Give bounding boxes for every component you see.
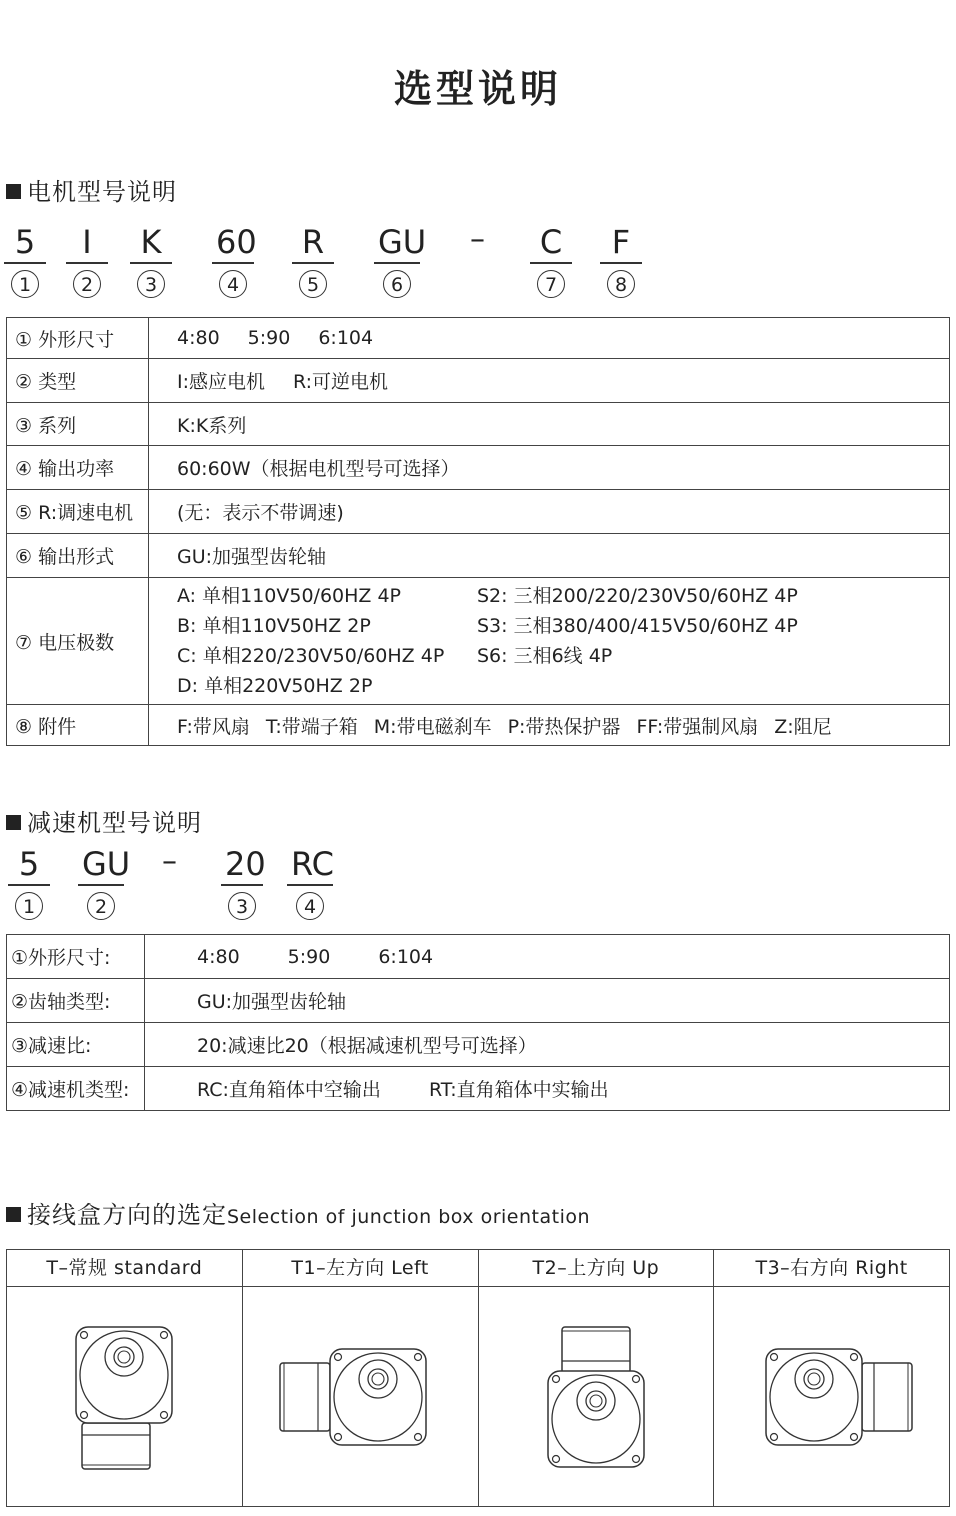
- motor-row-key: ⑤ R:调速电机: [7, 490, 149, 534]
- motor-row: [7, 578, 950, 705]
- page-title: 选型说明: [393, 67, 562, 111]
- reducer-row-key: ②齿轴类型:: [7, 979, 145, 1023]
- underline: [130, 262, 172, 264]
- reducer-code-number: 4: [296, 892, 324, 920]
- reducer-code-letter: 5: [18, 845, 40, 883]
- motor-code-letter: I: [82, 223, 92, 261]
- motor-row-key: ③ 系列: [7, 403, 149, 446]
- underline: [212, 262, 254, 264]
- voltage-list: [177, 578, 941, 704]
- motor-code-number: 7: [537, 270, 565, 298]
- junction-heading-en: Selection of junction box orientation: [227, 1206, 591, 1228]
- junction-option-label: T2–上方向 Up: [479, 1250, 714, 1287]
- value-text: T:带端子箱: [265, 715, 358, 738]
- motor-code-number: 6: [383, 270, 411, 298]
- reducer-code-number: 1: [15, 892, 43, 920]
- motor-orientation-up-icon: [496, 1297, 696, 1497]
- underline: [221, 884, 263, 886]
- motor-code-number: 4: [219, 270, 247, 298]
- motor-row-value: [149, 403, 950, 446]
- reducer-code-letter: RC: [291, 845, 334, 883]
- value-text: M:带电磁刹车: [373, 715, 492, 738]
- motor-code-item: [292, 222, 334, 298]
- junction-option-picture: [243, 1287, 478, 1506]
- motor-code-letter: 60: [216, 223, 257, 261]
- value-text: P:带热保护器: [507, 715, 621, 738]
- motor-code-letter: C: [539, 223, 563, 261]
- value-text: RC:直角箱体中空输出: [197, 1079, 381, 1101]
- underline: [292, 262, 334, 264]
- voltage-item: S6: 三相6线 4P: [477, 645, 613, 667]
- underline: [374, 262, 420, 264]
- motor-code-item: [600, 222, 642, 298]
- voltage-item: D: 单相220V50HZ 2P: [177, 675, 373, 697]
- motor-code-item: [4, 222, 46, 298]
- voltage-item: S2: 三相200/220/230V50/60HZ 4P: [477, 585, 798, 607]
- underline: [78, 884, 124, 886]
- value-text: K:K系列: [177, 414, 247, 437]
- value-text: GU:加强型齿轮轴: [197, 991, 347, 1013]
- motor-row-value: [149, 446, 950, 490]
- motor-row: [7, 534, 950, 578]
- reducer-code-item: [8, 844, 50, 920]
- motor-orientation-left-icon: [260, 1297, 460, 1497]
- underline: [66, 262, 108, 264]
- square-bullet-icon: [6, 1207, 21, 1222]
- value-text: 6:104: [378, 945, 434, 968]
- reducer-spec-table: [6, 934, 950, 1111]
- value-text: 4:80: [197, 945, 240, 968]
- motor-section-heading: [6, 172, 177, 207]
- junction-option-left: [243, 1250, 479, 1506]
- reducer-row-value: [145, 1023, 950, 1067]
- junction-option-label: T–常规 standard: [7, 1250, 242, 1287]
- reducer-code-item: [221, 844, 266, 920]
- value-text: 60:60W（根据电机型号可选择）: [177, 458, 460, 480]
- reducer-row: [7, 1067, 950, 1111]
- value-text: RT:直角箱体中实输出: [428, 1079, 609, 1101]
- reducer-row-key: ④减速机类型:: [7, 1067, 145, 1111]
- underline: [8, 884, 50, 886]
- voltage-item: C: 单相220/230V50/60HZ 4P: [177, 645, 445, 667]
- reducer-code-item: [287, 844, 333, 920]
- junction-option-down: [7, 1250, 243, 1506]
- motor-row-key: ④ 输出功率: [7, 446, 149, 490]
- motor-code-item: [374, 222, 427, 298]
- motor-row-value: [149, 359, 950, 403]
- motor-row-value: [149, 490, 950, 534]
- motor-row-key: ⑦ 电压极数: [7, 578, 149, 705]
- motor-row-key: ⑧ 附件: [7, 705, 149, 746]
- motor-code-letter: 5: [14, 223, 36, 261]
- reducer-heading-text: 减速机型号说明: [27, 809, 202, 837]
- motor-code-number: 8: [607, 270, 635, 298]
- motor-code-item: [530, 222, 572, 298]
- reducer-code-item: [78, 844, 131, 920]
- value-text: R:可逆电机: [293, 371, 389, 393]
- underline: [600, 262, 642, 264]
- motor-row: [7, 318, 950, 359]
- voltage-item: S3: 三相380/400/415V50/60HZ 4P: [477, 615, 798, 637]
- motor-row-value: [149, 534, 950, 578]
- value-text: 4:80: [177, 327, 220, 349]
- reducer-row: [7, 935, 950, 979]
- junction-option-label: T3–右方向 Right: [714, 1250, 949, 1287]
- motor-row: [7, 446, 950, 490]
- motor-code-item: [212, 222, 257, 298]
- motor-row: [7, 359, 950, 403]
- value-text: 20:减速比20（根据减速机型号可选择）: [197, 1035, 537, 1057]
- reducer-row-value: [145, 935, 950, 979]
- motor-spec-table: [6, 317, 950, 746]
- reducer-code-dash: –: [162, 844, 177, 879]
- reducer-row-value: [145, 979, 950, 1023]
- reducer-code-letter: GU: [82, 845, 131, 883]
- underline: [287, 884, 333, 886]
- reducer-row-value: [145, 1067, 950, 1111]
- motor-code-number: 1: [11, 270, 39, 298]
- motor-row-key: ② 类型: [7, 359, 149, 403]
- junction-option-right: [714, 1250, 949, 1506]
- square-bullet-icon: [6, 815, 21, 830]
- reducer-section-heading: [6, 803, 202, 838]
- reducer-code-number: 3: [228, 892, 256, 920]
- value-text: 5:90: [287, 945, 331, 968]
- motor-orientation-right-icon: [732, 1297, 932, 1497]
- motor-heading-text: 电机型号说明: [27, 178, 177, 206]
- reducer-row-key: ①外形尺寸:: [7, 935, 145, 979]
- motor-code-letter: R: [301, 223, 325, 261]
- motor-code-number: 3: [137, 270, 165, 298]
- junction-box-table: [6, 1249, 950, 1507]
- reducer-row-key: ③减速比:: [7, 1023, 145, 1067]
- motor-row: [7, 403, 950, 446]
- value-text: FF:带强制风扇: [636, 715, 759, 738]
- motor-row-value: [149, 705, 950, 746]
- motor-code-number: 5: [299, 270, 327, 298]
- junction-option-label: T1–左方向 Left: [243, 1250, 478, 1287]
- motor-code-letter: K: [140, 223, 162, 261]
- motor-code-item: [66, 222, 108, 298]
- motor-code-dash: –: [470, 222, 485, 257]
- motor-code-letter: F: [611, 223, 631, 261]
- junction-heading-cn: 接线盒方向的选定: [27, 1201, 227, 1229]
- underline: [4, 262, 46, 264]
- motor-code-item: [130, 222, 172, 298]
- underline: [530, 262, 572, 264]
- value-text: 5:90: [247, 327, 291, 349]
- motor-code-number: 2: [73, 270, 101, 298]
- motor-row: [7, 705, 950, 746]
- reducer-code-number: 2: [87, 892, 115, 920]
- reducer-row: [7, 1023, 950, 1067]
- reducer-row: [7, 979, 950, 1023]
- junction-option-picture: [714, 1287, 949, 1506]
- motor-row-value: [149, 578, 950, 705]
- voltage-item: A: 单相110V50/60HZ 4P: [177, 585, 402, 607]
- motor-code-letter: GU: [378, 223, 427, 261]
- junction-section-heading: [6, 1195, 590, 1230]
- motor-row-key: ⑥ 输出形式: [7, 534, 149, 578]
- value-text: Z:阻尼: [774, 715, 832, 738]
- reducer-code-letter: 20: [225, 845, 266, 883]
- motor-orientation-down-icon: [24, 1297, 224, 1497]
- value-text: (无：表示不带调速): [177, 502, 344, 524]
- motor-row-value: [149, 318, 950, 359]
- junction-option-picture: [479, 1287, 714, 1506]
- junction-option-picture: [7, 1287, 242, 1506]
- value-text: GU:加强型齿轮轴: [177, 546, 327, 568]
- square-bullet-icon: [6, 184, 21, 199]
- value-text: F:带风扇: [177, 715, 250, 738]
- value-text: 6:104: [318, 327, 374, 349]
- motor-row-key: ① 外形尺寸: [7, 318, 149, 359]
- junction-option-up: [479, 1250, 715, 1506]
- value-text: I:感应电机: [177, 371, 266, 393]
- motor-row: [7, 490, 950, 534]
- voltage-item: B: 单相110V50HZ 2P: [177, 615, 371, 637]
